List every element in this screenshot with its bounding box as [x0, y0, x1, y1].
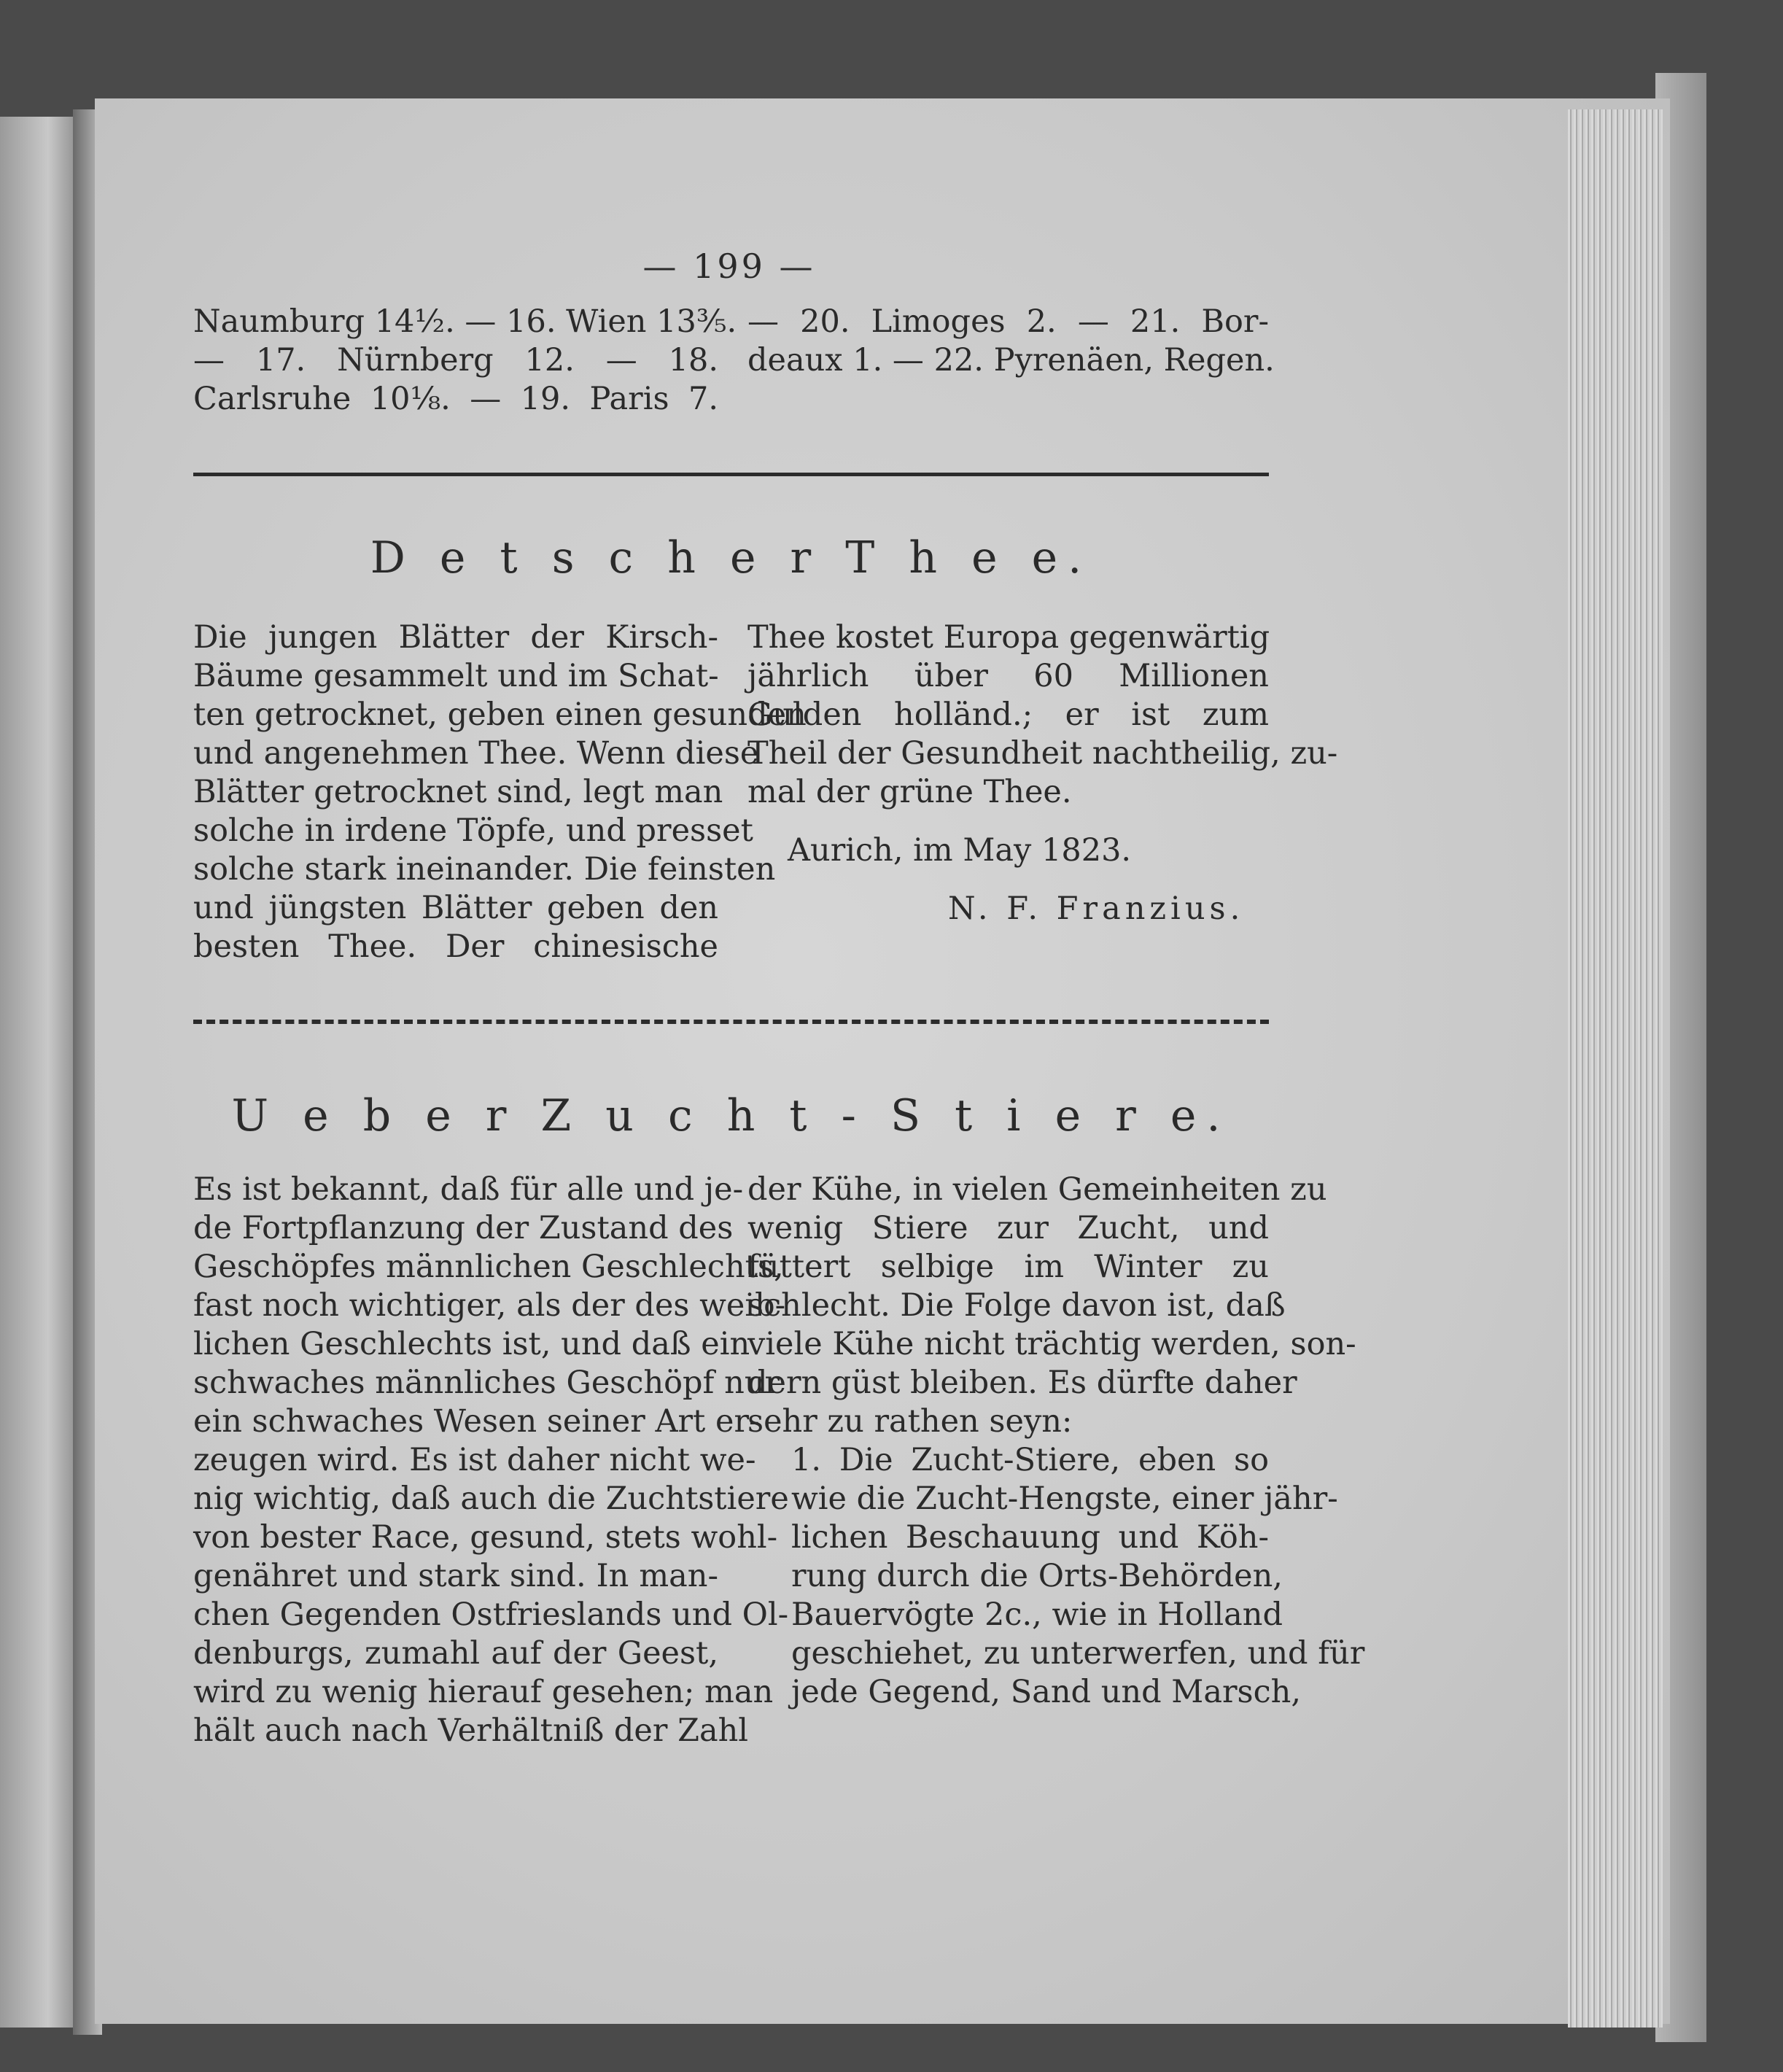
text-line: Thee kostet Europa gegenwärtig — [747, 619, 1270, 656]
text-line: sehr zu rathen seyn: — [747, 1403, 1073, 1440]
list-item-line: jede Gegend, Sand und Marsch, — [791, 1674, 1302, 1710]
section-divider — [193, 473, 1269, 476]
text-line: wird zu wenig hierauf gesehen; man — [193, 1674, 774, 1710]
text-line: ten getrocknet, geben einen gesunden — [193, 697, 807, 733]
article-column-left — [193, 618, 807, 966]
text-line: und angenehmen Thee. Wenn diese — [193, 735, 759, 772]
text-line: Geschöpfes männlichen Geschlechts, — [193, 1249, 784, 1285]
article-author: N. F. Franzius. — [948, 891, 1245, 927]
text-line: Es ist bekannt, daß für alle und je- — [193, 1171, 744, 1208]
page-number: — 199 — — [642, 247, 816, 286]
text-line: solche in irdene Töpfe, und presset — [193, 812, 753, 849]
text-line: — 17. Nürnberg 12. — 18. — [193, 342, 718, 379]
text-line: de Fortpflanzung der Zustand des — [193, 1210, 734, 1246]
text-line: Carlsruhe 10⅛. — 19. Paris 7. — [193, 381, 718, 417]
text-line: mal der grüne Thee. — [747, 774, 1072, 810]
text-line: schlecht. Die Folge davon ist, daß — [747, 1287, 1286, 1324]
text-line: chen Gegenden Ostfrieslands und Ol- — [193, 1596, 789, 1633]
text-line: Naumburg 14½. — 16. Wien 13⅗. — [193, 303, 737, 340]
weather-report-right — [747, 303, 1275, 380]
text-line: besten Thee. Der chinesische — [193, 928, 718, 965]
list-item-line: Bauervögte 2c., wie in Holland — [791, 1596, 1283, 1633]
text-line: denburgs, zumahl auf der Geest, — [193, 1635, 718, 1672]
text-line: Gulden holländ.; er ist zum — [747, 697, 1269, 733]
text-line: viele Kühe nicht trächtig werden, son- — [747, 1326, 1356, 1362]
text-line: füttert selbige im Winter zu — [747, 1249, 1269, 1285]
text-line: wenig Stiere zur Zucht, und — [747, 1210, 1269, 1246]
text-line: und jüngsten Blätter geben den — [193, 890, 718, 926]
text-line: Theil der Gesundheit nachtheilig, zu- — [747, 735, 1338, 772]
weather-report-left — [193, 303, 737, 419]
text-line: Bäume gesammelt und im Schat- — [193, 658, 719, 694]
list-item-line: wie die Zucht-Hengste, einer jähr- — [791, 1481, 1338, 1517]
text-line: fast noch wichtiger, als der des weib- — [193, 1287, 786, 1324]
article-title: D e t s c h e r T h e e. — [370, 532, 1092, 583]
text-line: lichen Geschlechts ist, und daß ein — [193, 1326, 750, 1362]
list-item-line: rung durch die Orts-Behörden, — [791, 1558, 1283, 1594]
text-line: Die jungen Blätter der Kirsch- — [193, 619, 718, 656]
text-line: dern güst bleiben. Es dürfte daher — [747, 1365, 1297, 1401]
text-line: schwaches männliches Geschöpf nur — [193, 1365, 780, 1401]
section-divider — [193, 1020, 1269, 1024]
text-line: — 20. Limoges 2. — 21. Bor- — [747, 303, 1269, 340]
text-line: nig wichtig, daß auch die Zuchtstiere — [193, 1481, 789, 1517]
article-place-date: Aurich, im May 1823. — [788, 832, 1132, 869]
article-column-right — [747, 618, 1338, 812]
list-item-line: geschiehet, zu unterwerfen, und für — [791, 1635, 1365, 1672]
article-column-left — [193, 1171, 789, 1750]
article-column-right — [747, 1171, 1365, 1712]
text-line: von bester Race, gesund, stets wohl- — [193, 1519, 778, 1556]
text-line: Blätter getrocknet sind, legt man — [193, 774, 723, 810]
text-line: hält auch nach Verhältniß der Zahl — [193, 1712, 749, 1749]
text-line: zeugen wird. Es ist daher nicht we- — [193, 1442, 756, 1478]
text-line: jährlich über 60 Millionen — [747, 658, 1269, 694]
list-item-line: lichen Beschauung und Köh- — [791, 1519, 1269, 1556]
text-line: solche stark ineinander. Die feinsten — [193, 851, 776, 888]
text-line: deaux 1. — 22. Pyrenäen, Regen. — [747, 342, 1275, 379]
text-line: ein schwaches Wesen seiner Art er- — [193, 1403, 760, 1440]
text-line: der Kühe, in vielen Gemeinheiten zu — [747, 1171, 1327, 1208]
article-title: U e b e r Z u c h t - S t i e r e. — [231, 1090, 1231, 1141]
text-line: genähret und stark sind. In man- — [193, 1558, 718, 1594]
list-item-line: 1. Die Zucht-Stiere, eben so — [791, 1442, 1269, 1478]
